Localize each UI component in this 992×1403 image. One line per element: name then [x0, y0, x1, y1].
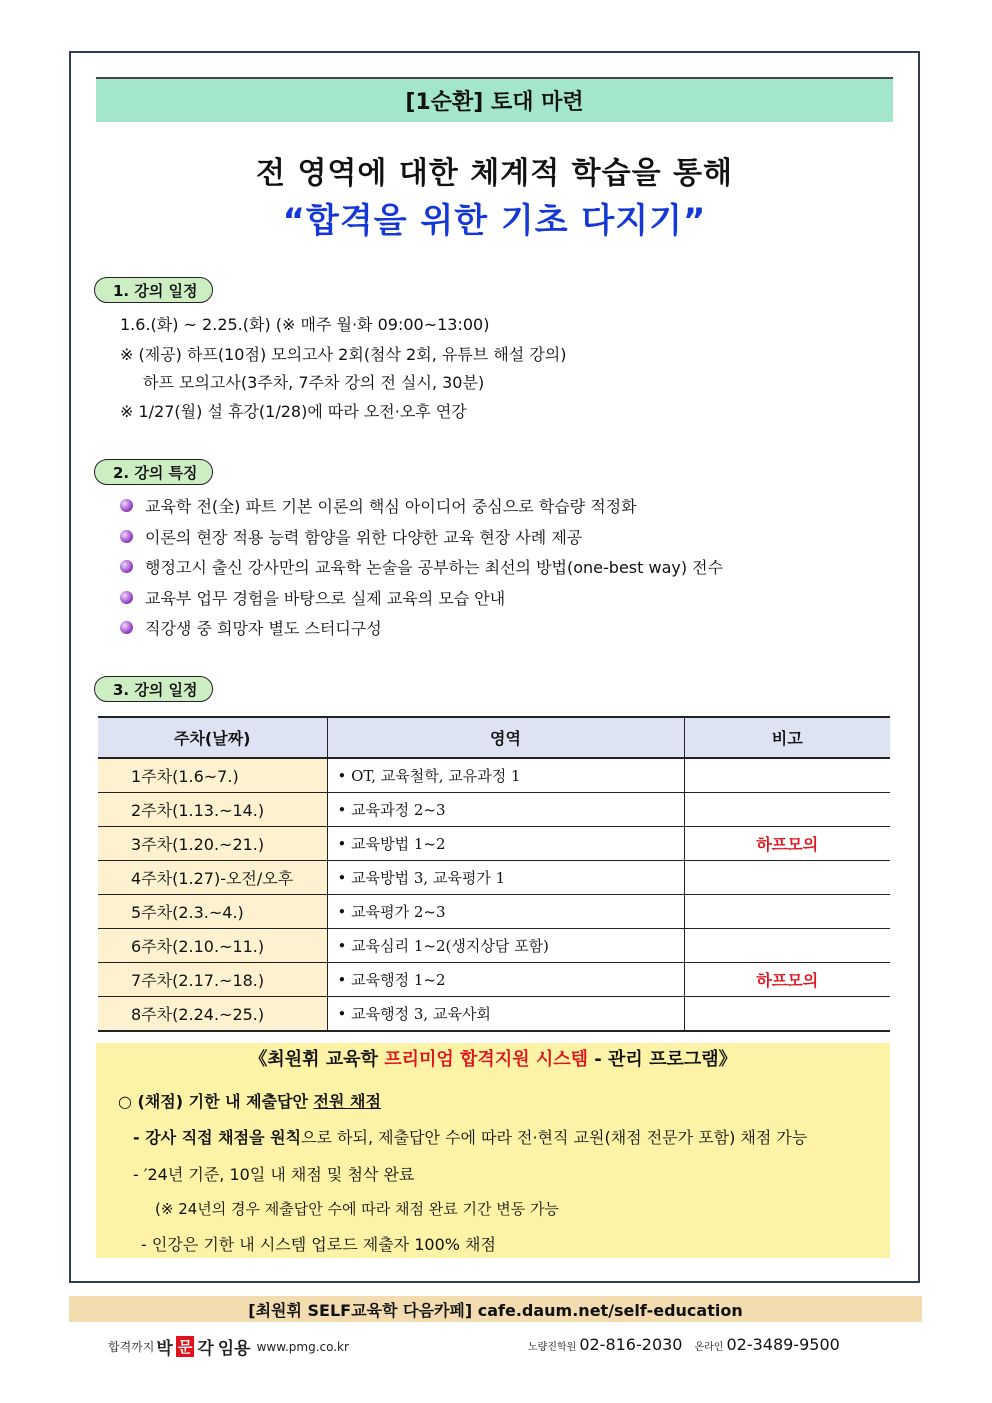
table-row [98, 929, 890, 963]
premium-line-1 [133, 1125, 807, 1148]
premium-title [96, 1045, 890, 1071]
brand-char-d: 임용 [217, 1339, 251, 1359]
table-row [98, 963, 890, 997]
table-row [98, 895, 890, 929]
premium-item-head [118, 1089, 381, 1112]
site-url: www.pmg.co.kr [256, 1339, 349, 1354]
bullet-icon [120, 530, 133, 543]
note-cell: 하프모의 [684, 963, 890, 997]
premium-item-underline: 전원 채점 [313, 1092, 381, 1111]
week-cell: 2주차(1.13.~14.) [98, 793, 327, 827]
note-line: 하프 모의고사(3주차, 7주차 강의 전 실시, 30분) [143, 373, 485, 392]
feature-item [120, 586, 505, 609]
area-cell: • 교육행정 3, 교육사회 [327, 997, 684, 1032]
contact2-phone: 02-3489-9500 [726, 1335, 840, 1354]
headline-1: 전 영역에 대한 체계적 학습을 통해 [256, 156, 733, 191]
area-cell: • 교육심리 1~2(생지상담 포함) [327, 929, 684, 963]
note-line: ※ (제공) 하프(10점) 모의고사 2회(첨삭 2회, 유튜브 해설 강의) [120, 345, 567, 364]
bullet-icon [120, 560, 133, 573]
premium-title-red: 프리미엄 합격지원 시스템 [384, 1049, 589, 1070]
feature-item [120, 525, 582, 548]
feature-text: 교육학 전(全) 파트 기본 이론의 핵심 아이디어 중심으로 학습량 적정화 [145, 497, 637, 516]
bullet-icon [120, 499, 133, 512]
week-cell: 5주차(2.3.~4.) [98, 895, 327, 929]
table-row [98, 793, 890, 827]
area-cell: • OT, 교육철학, 교유과정 1 [327, 758, 684, 793]
premium-title-post: - 관리 프로그램》 [588, 1049, 737, 1070]
column-header-week: 주차(날짜) [98, 717, 327, 758]
premium-box [96, 1043, 890, 1258]
bullet-icon [120, 621, 133, 634]
contact-info [528, 1335, 840, 1354]
contact2-label: 온라인 [694, 1342, 724, 1353]
feature-item [120, 616, 382, 639]
cafe-footer: [최원휘 SELF교육학 다음카페] cafe.daum.net/self-education [69, 1296, 922, 1322]
feature-text: 교육부 업무 경험을 바탕으로 실제 교육의 모습 안내 [145, 589, 506, 608]
headline-2: “합격을 위한 기초 다지기” [282, 201, 707, 241]
area-cell: • 교육평가 2~3 [327, 895, 684, 929]
column-header-area: 영역 [327, 717, 684, 758]
week-cell: 1주차(1.6~7.) [98, 758, 327, 793]
feature-item [120, 494, 637, 517]
note-cell [684, 861, 890, 895]
premium-line1-bold: - 강사 직접 채점을 원칙 [133, 1128, 302, 1147]
brand-prefix: 합격까지 [108, 1340, 155, 1354]
note-cell [684, 758, 890, 793]
section1-title: 1. 강의 일정 [94, 277, 213, 303]
table-row [98, 827, 890, 861]
note-cell [684, 929, 890, 963]
schedule-table [98, 716, 890, 1032]
cycle-banner: [1순환] 토대 마련 [96, 77, 893, 122]
table-header-row [98, 717, 890, 758]
area-cell: • 교육과정 2~3 [327, 793, 684, 827]
week-cell: 7주차(2.17.~18.) [98, 963, 327, 997]
area-cell: • 교육방법 3, 교육평가 1 [327, 861, 684, 895]
week-cell: 6주차(2.10.~11.) [98, 929, 327, 963]
brand-char-b: 문 [177, 1338, 193, 1356]
contact1-label: 노량진학원 [528, 1342, 577, 1353]
premium-line-4: - 인강은 기한 내 시스템 업로드 제출자 100% 채점 [141, 1235, 496, 1254]
section3-title: 3. 강의 일정 [94, 676, 213, 702]
bullet-icon [120, 591, 133, 604]
week-cell: 8주차(2.24.~25.) [98, 997, 327, 1032]
brand-logo [108, 1334, 349, 1359]
table-row [98, 758, 890, 793]
feature-text: 행정고시 출신 강사만의 교육학 논술을 공부하는 최선의 방법(one-best way) 전수 [145, 558, 724, 577]
note-cell [684, 793, 890, 827]
brand-char-c: 각 [197, 1339, 214, 1359]
schedule-line: 1.6.(화) ~ 2.25.(화) (※ 매주 월·화 09:00~13:00) [120, 315, 490, 334]
contact1-phone: 02-816-2030 [579, 1335, 683, 1354]
section2-title: 2. 강의 특징 [94, 459, 213, 485]
table-row [98, 997, 890, 1032]
column-header-note: 비고 [684, 717, 890, 758]
area-cell: • 교육방법 1~2 [327, 827, 684, 861]
note-cell [684, 895, 890, 929]
feature-text: 이론의 현장 적용 능력 함양을 위한 다양한 교육 현장 사례 제공 [145, 528, 583, 547]
premium-item-prefix: ○ (채점) 기한 내 제출답안 [118, 1092, 314, 1111]
premium-line-3: (※ 24년의 경우 제출답안 수에 따라 채점 완료 기간 변동 가능 [155, 1200, 559, 1218]
week-cell: 4주차(1.27)-오전/오후 [98, 861, 327, 895]
brand-char-a: 박 [156, 1339, 173, 1359]
note-cell [684, 997, 890, 1032]
note-line: ※ 1/27(월) 설 휴강(1/28)에 따라 오전·오후 연강 [120, 402, 467, 421]
premium-line-2: - ′24년 기준, 10일 내 채점 및 첨삭 완료 [133, 1165, 415, 1184]
feature-item [120, 555, 723, 578]
premium-line1-rest: 으로 하되, 제출답안 수에 따라 전·현직 교원(채점 전문가 포함) 채점 가능 [301, 1128, 808, 1147]
table-row [98, 861, 890, 895]
week-cell: 3주차(1.20.~21.) [98, 827, 327, 861]
note-cell: 하프모의 [684, 827, 890, 861]
area-cell: • 교육행정 1~2 [327, 963, 684, 997]
premium-title-pre: 《최원휘 교육학 [249, 1049, 385, 1070]
feature-text: 직강생 중 희망자 별도 스터디구성 [145, 619, 382, 638]
